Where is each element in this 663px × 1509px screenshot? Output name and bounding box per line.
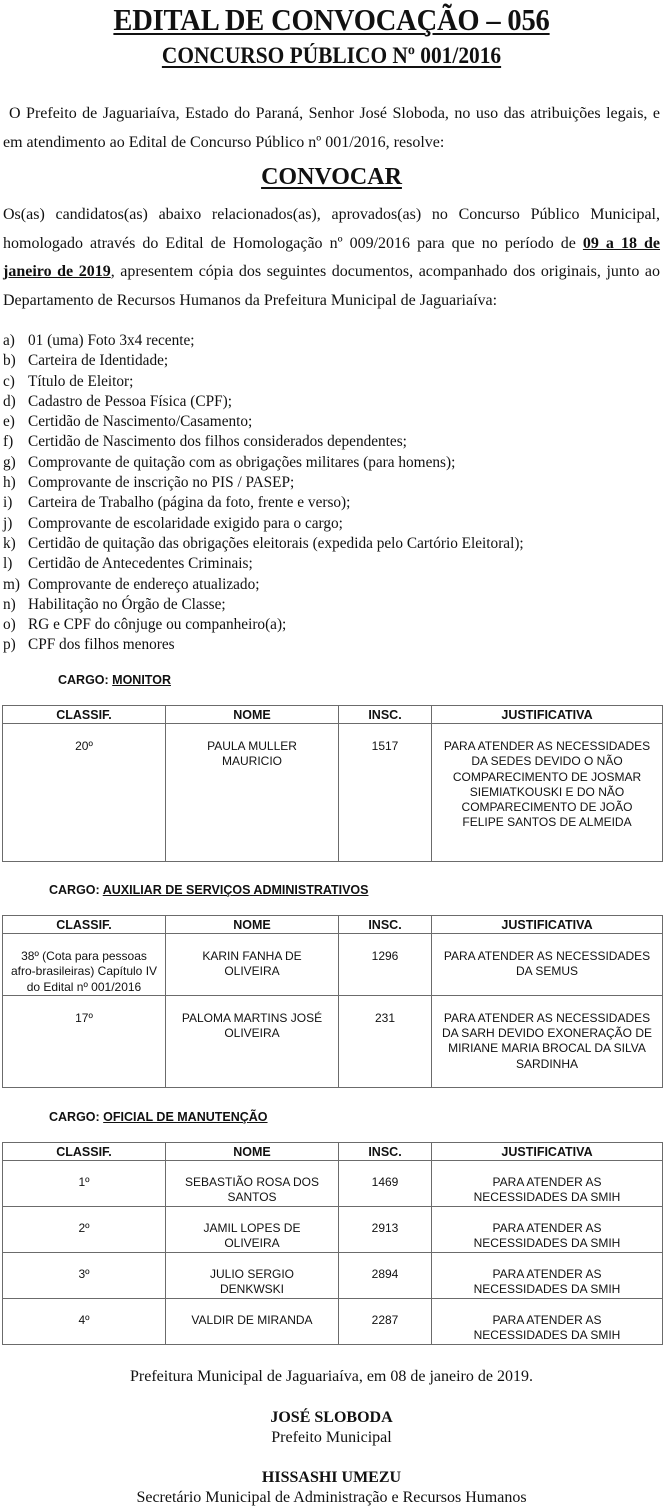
col-header-classif: CLASSIF.	[3, 1143, 166, 1161]
cell-insc: 2894	[339, 1253, 432, 1299]
cargo-prefix: CARGO:	[58, 673, 113, 687]
list-item-label: l)	[3, 555, 13, 573]
col-header-insc: INSC.	[339, 916, 432, 934]
cargo-heading-oficial	[49, 1109, 268, 1125]
cell-insc: 231	[339, 995, 432, 1087]
cargo-name: OFICIAL DE MANUTENÇÃO	[103, 1110, 268, 1124]
cargo-prefix: CARGO:	[49, 883, 103, 897]
list-item	[3, 473, 660, 493]
cargo-name: MONITOR	[112, 673, 171, 687]
action-heading: CONVOCAR	[261, 164, 402, 190]
cell-insc: 1517	[339, 724, 432, 862]
list-item	[3, 493, 660, 513]
list-item-text: Comprovante de inscrição no PIS / PASEP;	[28, 474, 295, 492]
cell-classif: 3º	[3, 1253, 166, 1299]
cell-justificativa: PARA ATENDER AS NECESSIDADES DA SMIH	[432, 1299, 663, 1345]
list-item	[3, 392, 660, 412]
signature-block-secretary	[0, 1468, 663, 1508]
cell-nome: SEBASTIÃO ROSA DOS SANTOS	[166, 1161, 339, 1207]
cell-justificativa: PARA ATENDER AS NECESSIDADES DA SEDES DEVIDO O NÃO COMPARECIMENTO DE JOSMAR SIEMIATKOUSKI E DO NÃO COMPARECIMENTO DE JOÃO FELIPE SANTOS DE ALMEIDA	[432, 724, 663, 862]
list-item-text: Certidão de quitação das obrigações eleitorais (expedida pelo Cartório Eleitoral);	[28, 534, 524, 552]
cell-nome: JULIO SERGIO DENKWSKI	[166, 1253, 339, 1299]
list-item-label: p)	[3, 636, 16, 654]
list-item-text: Cadastro de Pessoa Física (CPF);	[28, 392, 232, 410]
list-item	[3, 595, 660, 615]
list-item-text: Comprovante de quitação com as obrigações militares (para homens);	[28, 453, 456, 471]
list-item	[3, 514, 660, 534]
cell-classif: 17º	[3, 995, 166, 1087]
list-item-text: Título de Eleitor;	[28, 372, 134, 390]
list-item-label: g)	[3, 453, 16, 471]
cell-justificativa: PARA ATENDER AS NECESSIDADES DA SMIH	[432, 1161, 663, 1207]
table-monitor	[2, 705, 663, 862]
intro-paragraph: O Prefeito de Jaguariaíva, Estado do Paraná, Senhor José Sloboda, no uso das atribuições legais, e em atendimento ao Edital de Concurso Público nº 001/2016, resolve:	[3, 105, 660, 151]
table-oficial-de-manutencao	[2, 1142, 663, 1345]
table-row	[3, 995, 663, 1087]
list-item	[3, 554, 660, 574]
signatory-role: Prefeito Municipal	[271, 1429, 392, 1446]
table-row	[3, 1207, 663, 1253]
cell-classif: 20º	[3, 724, 166, 862]
table-row	[3, 1299, 663, 1345]
list-item-label: c)	[3, 372, 15, 390]
list-item-text: Certidão de Nascimento/Casamento;	[28, 413, 253, 431]
page-subtitle: CONCURSO PÚBLICO Nº 001/2016	[161, 43, 502, 68]
body-text-part2: , apresentem cópia dos seguintes documentos, acompanhado dos originais, junto ao Departamento de Recursos Humanos da Prefeitura Municipal de Jaguariaíva:	[3, 263, 660, 310]
period-highlight: 09 a 18 de janeiro de 2019	[3, 234, 661, 281]
col-header-justificativa: JUSTIFICATIVA	[432, 706, 663, 724]
col-header-nome: NOME	[166, 916, 339, 934]
list-item-text: Habilitação no Órgão de Classe;	[28, 595, 226, 613]
list-item	[3, 331, 660, 351]
cell-insc: 2913	[339, 1207, 432, 1253]
list-item-label: e)	[3, 413, 15, 431]
cell-justificativa: PARA ATENDER AS NECESSIDADES DA SARH DEVIDO EXONERAÇÃO DE MIRIANE MARIA BROCAL DA SILVA SARDINHA	[432, 995, 663, 1087]
list-item-label: j)	[3, 514, 13, 532]
cell-classif: 38º (Cota para pessoas afro-brasileiras) Capítulo IV do Edital nº 001/2016	[3, 934, 166, 996]
col-header-justificativa: JUSTIFICATIVA	[432, 1143, 663, 1161]
list-item-text: Certidão de Antecedentes Criminais;	[28, 555, 253, 573]
list-item	[3, 635, 660, 655]
col-header-insc: INSC.	[339, 1143, 432, 1161]
table-auxiliar-servicos-administrativos	[2, 915, 663, 1088]
cargo-prefix: CARGO:	[49, 1110, 104, 1124]
cell-classif: 1º	[3, 1161, 166, 1207]
footer-date-line: Prefeitura Municipal de Jaguariaíva, em 08 de janeiro de 2019.	[130, 1368, 533, 1385]
cell-insc: 2287	[339, 1299, 432, 1345]
list-item-text: RG e CPF do cônjuge ou companheiro(a);	[28, 616, 287, 634]
page-title: EDITAL DE CONVOCAÇÃO – 056	[113, 2, 550, 37]
list-item	[3, 575, 660, 595]
list-item-label: f)	[3, 433, 14, 451]
col-header-classif: CLASSIF.	[3, 706, 166, 724]
list-item-label: o)	[3, 616, 16, 634]
documents-list	[3, 331, 660, 656]
list-item-text: Comprovante de escolaridade exigido para o cargo;	[28, 514, 343, 532]
list-item-text: Carteira de Trabalho (página da foto, frente e verso);	[28, 494, 351, 512]
col-header-insc: INSC.	[339, 706, 432, 724]
col-header-classif: CLASSIF.	[3, 916, 166, 934]
table-header-row	[3, 1143, 663, 1161]
list-item	[3, 412, 660, 432]
col-header-nome: NOME	[166, 706, 339, 724]
cell-insc: 1469	[339, 1161, 432, 1207]
cell-insc: 1296	[339, 934, 432, 996]
list-item-label: d)	[3, 392, 16, 410]
list-item	[3, 351, 660, 371]
col-header-nome: NOME	[166, 1143, 339, 1161]
list-item-label: k)	[3, 534, 16, 552]
table-row	[3, 1253, 663, 1299]
list-item	[3, 453, 660, 473]
table-row	[3, 934, 663, 996]
cell-justificativa: PARA ATENDER AS NECESSIDADES DA SMIH	[432, 1207, 663, 1253]
signature-block-mayor	[0, 1408, 663, 1448]
list-item-label: i)	[3, 494, 13, 512]
table-header-row	[3, 916, 663, 934]
list-item-text: Carteira de Identidade;	[28, 352, 169, 370]
table-header-row	[3, 706, 663, 724]
cargo-heading-auxiliar	[49, 882, 368, 898]
signatory-role: Secretário Municipal de Administração e Recursos Humanos	[136, 1489, 527, 1506]
body-text-part1: Os(as) candidatos(as) abaixo relacionados(as), aprovados(as) no Concurso Público Municipal, homologado através do Edital de Homologação nº 009/2016 para que no período de	[3, 206, 660, 252]
list-item-label: a)	[3, 332, 15, 349]
list-item-label: n)	[3, 595, 16, 613]
list-item-label: m)	[3, 575, 20, 593]
table-row	[3, 724, 663, 862]
signatory-name: HISSASHI UMEZU	[261, 1469, 402, 1486]
cell-nome: VALDIR DE MIRANDA	[166, 1299, 339, 1345]
cell-nome: PAULA MULLER MAURICIO	[166, 724, 339, 862]
cargo-name: AUXILIAR DE SERVIÇOS ADMINISTRATIVOS	[102, 883, 369, 897]
list-item	[3, 534, 660, 554]
col-header-justificativa: JUSTIFICATIVA	[432, 916, 663, 934]
table-row	[3, 1161, 663, 1207]
body-paragraph	[3, 201, 660, 316]
cell-classif: 2º	[3, 1207, 166, 1253]
cell-classif: 4º	[3, 1299, 166, 1345]
list-item-text: Comprovante de endereço atualizado;	[28, 575, 260, 593]
list-item-text: CPF dos filhos menores	[28, 636, 175, 654]
cell-nome: JAMIL LOPES DE OLIVEIRA	[166, 1207, 339, 1253]
list-item-text: 01 (uma) Foto 3x4 recente;	[28, 332, 195, 349]
list-item	[3, 615, 660, 635]
list-item-label: h)	[3, 474, 16, 492]
cell-nome: PALOMA MARTINS JOSÉ OLIVEIRA	[166, 995, 339, 1087]
list-item-text: Certidão de Nascimento dos filhos considerados dependentes;	[28, 433, 407, 451]
signatory-name: JOSÉ SLOBODA	[270, 1409, 393, 1426]
list-item	[3, 432, 660, 452]
list-item-label: b)	[3, 352, 16, 370]
cell-justificativa: PARA ATENDER AS NECESSIDADES DA SEMUS	[432, 934, 663, 996]
cargo-heading-monitor	[58, 672, 171, 688]
list-item	[3, 372, 660, 392]
cell-justificativa: PARA ATENDER AS NECESSIDADES DA SMIH	[432, 1253, 663, 1299]
cell-nome: KARIN FANHA DE OLIVEIRA	[166, 934, 339, 996]
